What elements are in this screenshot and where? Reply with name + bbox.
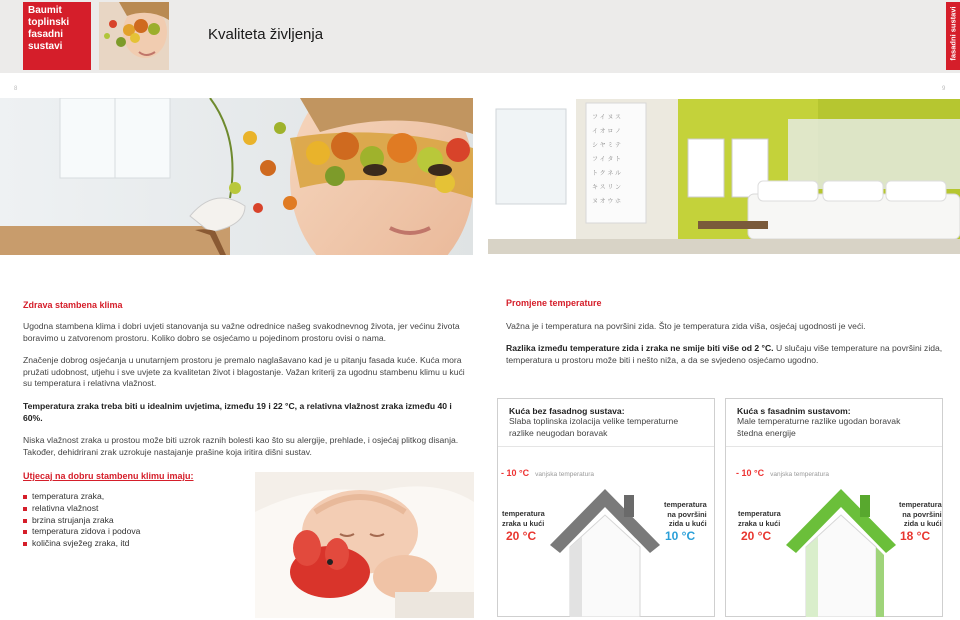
outside-temperature-value: - 10 °C (501, 468, 530, 478)
brand-line: toplinski (28, 17, 70, 28)
house-grey-roof-illustration (540, 485, 670, 617)
svg-text:ヌ オ ウ ホ: ヌ オ ウ ホ (592, 199, 622, 205)
woman-leaf-mask-photo (0, 98, 473, 255)
house-green-roof-illustration (776, 485, 906, 617)
wall-temperature-label (664, 500, 707, 529)
wall-temperature-label (899, 500, 942, 529)
brand-logo-box (23, 2, 91, 70)
label-line: temperatura (899, 500, 942, 509)
brand-line: sustavi (28, 41, 63, 52)
room-temperature-label (738, 509, 781, 528)
svg-text:フ イ タ ト: フ イ タ ト (592, 157, 622, 163)
list-item: temperatura zraka, (23, 491, 140, 503)
brand-line: Baumit (28, 5, 62, 16)
room-temperature-value: 20 °C (506, 529, 537, 543)
page-header (0, 0, 960, 73)
list-item: količina svježeg zraka, itd (23, 538, 140, 550)
temperature-difference-note: U slučaju više temperature na površini zida, temperatura u prostoru može biti i nešto niža, a da se svjedeno osjećamo ugodno. (506, 343, 943, 365)
section-heading-healthy-climate: Zdrava stambena klima (23, 300, 123, 310)
outside-temperature-label: vanjska temperatura (535, 471, 594, 478)
label-line: zraka u kući (738, 518, 781, 528)
label-line: zida u kući (903, 519, 942, 528)
outside-temperature (501, 468, 594, 478)
list-item: temperatura zidova i podova (23, 526, 140, 538)
wall-temperature-value: 10 °C (665, 529, 696, 543)
side-section-tab (946, 2, 960, 70)
box-title: Kuća bez fasadnog sustava: (509, 406, 625, 416)
svg-text:フ イ ヌ ス: フ イ ヌ ス (592, 115, 622, 121)
paragraph-intro: Ugodna stambena klima i dobri uvjeti stanovanja su važne odrednice našeg svakodnevnog života, jer većinu života boravimo u zatvorenom prostoru. Koliko dobro se osjećamo u pojedinom prostoru ovisi o nama. (23, 321, 460, 343)
page-number-right: 9 (942, 86, 946, 92)
factors-list (23, 491, 140, 550)
header-thumbnail-photo (99, 2, 169, 70)
page-number-left: 8 (14, 86, 18, 92)
outside-temperature-label: vanjska temperatura (770, 471, 829, 478)
paragraph-comfort: Značenje dobrog osjećanja u unutarnjem prostoru je premalo naglašavano kad je u pitanju fasada kuće. Kuća mora pružati udobnost, utjehu i sve uvjete za kvalitetan život i blagostanje. Važan kriterij za ugodnu stambenu klimu u kući su temperatura i relativna vlažnost. (23, 355, 465, 388)
box-header (726, 399, 942, 447)
box-description: Male temperaturne razlike ugodan boravak (737, 416, 901, 426)
list-item: brzina strujanja zraka (23, 515, 140, 527)
list-item: relativna vlažnost (23, 503, 140, 515)
room-temperature-value: 20 °C (741, 529, 772, 543)
svg-text:イ オ ロ ノ: イ オ ロ ノ (592, 129, 622, 135)
label-line: temperatura (664, 500, 707, 509)
paragraph-humidity: Niska vlažnost zraka u prostou može biti uzrok raznih bolesti kao što su alergije, prehlade, i osjećaj plitkog disanja. Također, dehidrirani zrak uzrokuje nastajanje prašine koja iritira dišni sustav. (23, 435, 459, 457)
page-title: Kvaliteta življenja (208, 26, 324, 43)
wall-temperature-value: 18 °C (900, 529, 931, 543)
temperature-difference-rule: Razlika između temperature zida i zraka ne smije biti više od 2 °C. (506, 343, 774, 353)
box-header (498, 399, 714, 447)
label-line: na površini (902, 509, 942, 519)
outside-temperature-value: - 10 °C (736, 468, 765, 478)
section-heading-factors: Utjecaj na dobru stambenu klimu imaju: (23, 471, 194, 481)
living-room-photo (488, 99, 960, 254)
svg-text:ト ク ネ ル: ト ク ネ ル (592, 171, 622, 177)
box-description: Slaba toplinska izolacija velike temperaturne (509, 416, 679, 426)
label-line: temperatura (502, 509, 545, 518)
label-line: temperatura (738, 509, 781, 518)
label-line: zida u kući (668, 519, 707, 528)
section-heading-temperature-change: Promjene temperature (506, 298, 602, 308)
svg-text:シ ヤ ミ テ: シ ヤ ミ テ (592, 143, 622, 149)
brand-line: fasadni (28, 29, 64, 40)
room-temperature-label (502, 509, 545, 528)
outside-temperature (736, 468, 829, 478)
side-tab-label: fasadni sustavi (948, 6, 958, 61)
box-description: štedna energije (737, 427, 796, 438)
box-description: razlike neugodan boravak (509, 427, 608, 438)
sleeping-baby-photo (255, 472, 474, 618)
label-line: na površini (667, 509, 707, 519)
svg-text:キ ス リ ン: キ ス リ ン (592, 185, 622, 191)
label-line: zraka u kući (502, 518, 545, 528)
paragraph-temperature-difference (506, 343, 946, 366)
paragraph-wall-temperature: Važna je i temperatura na površini zida. Što je temperatura zida viša, osjećaj ugodnosti je veći. (506, 321, 866, 331)
box-title: Kuća s fasadnim sustavom: (737, 406, 851, 416)
paragraph-ideal-conditions: Temperatura zraka treba biti u idealnim uvjetima, između 19 i 22 °C, a relativna vlažnost zraka između 40 i 60%. (23, 401, 452, 423)
